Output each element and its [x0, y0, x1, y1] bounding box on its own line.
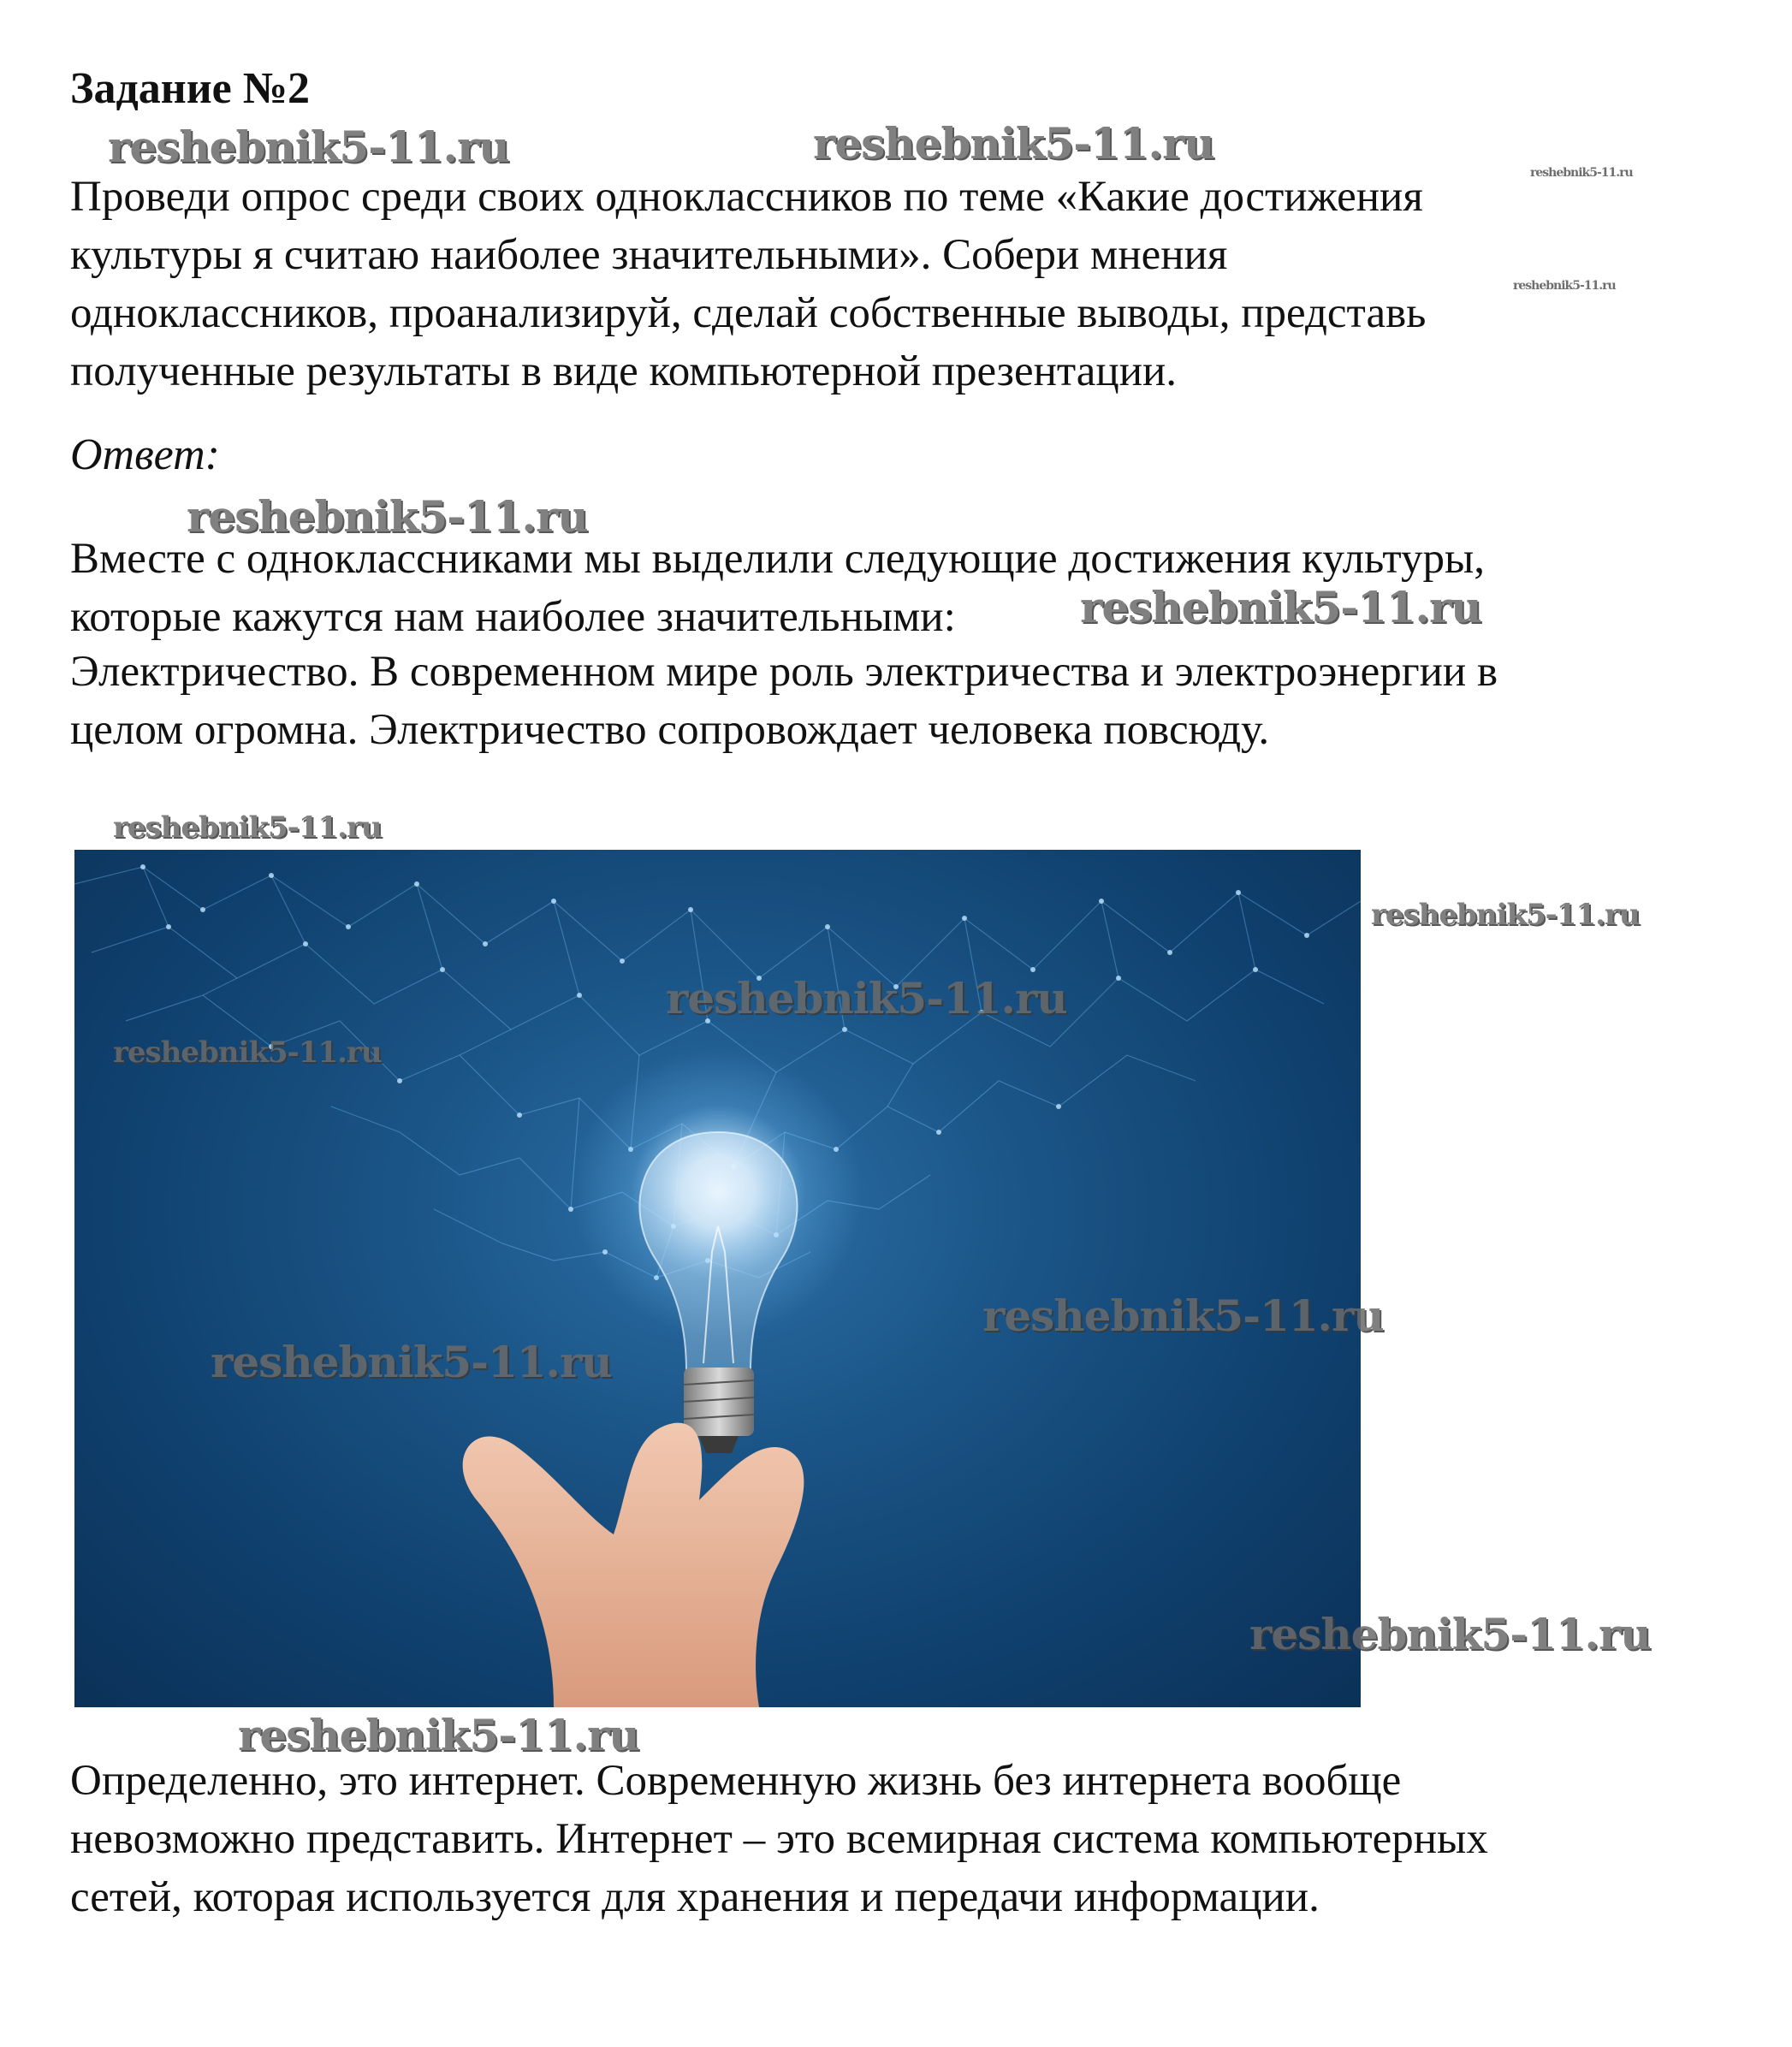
watermark: reshebnik5-11.ru [666, 973, 1067, 1024]
answer-label: Ответ: [70, 430, 220, 479]
watermark: reshebnik5-11.ru [113, 810, 382, 845]
watermark: reshebnik5-11.ru [813, 118, 1214, 169]
electricity-line: целом огромна. Электричество сопровождает человека повсюду. [70, 706, 1270, 754]
watermark: reshebnik5-11.ru [1371, 898, 1640, 932]
watermark: reshebnik5-11.ru [238, 1710, 639, 1760]
answer-intro [70, 530, 1747, 646]
internet-line: сетей, которая используется для хранения и передачи информации. [70, 1873, 1320, 1921]
task-heading: Задание №2 [70, 64, 311, 113]
task-line: Проведи опрос среди своих одноклассников по теме «Какие достижения [70, 173, 1423, 221]
electricity-line: Электричество. В современном мире роль электричества и электроэнергии в [70, 648, 1498, 696]
task-line: культуры я считаю наиболее значительными». Собери мнения [70, 231, 1228, 279]
watermark: reshebnik5-11.ru [982, 1290, 1384, 1341]
intro-line: Вместе с одноклассниками мы выделили следующие достижения культуры, [70, 535, 1485, 583]
intro-line: которые кажутся нам наиболее значительными: [70, 593, 956, 641]
internet-line: невозможно представить. Интернет – это всемирная система компьютерных [70, 1815, 1488, 1863]
watermark: reshebnik5-11.ru [1513, 279, 1616, 293]
electricity-paragraph [70, 643, 1747, 759]
watermark: reshebnik5-11.ru [187, 491, 588, 542]
task-line: одноклассников, проанализируй, сделай собственные выводы, представь [70, 289, 1427, 337]
task-line: полученные результаты в виде компьютерной презентации. [70, 347, 1178, 395]
internet-paragraph [70, 1752, 1747, 1926]
bulb-glass [639, 1132, 797, 1372]
task-text [70, 168, 1747, 400]
watermark: reshebnik5-11.ru [1530, 166, 1633, 180]
watermark: reshebnik5-11.ru [1080, 582, 1481, 632]
hand [463, 1423, 804, 1707]
watermark: reshebnik5-11.ru [1249, 1609, 1651, 1659]
watermark: reshebnik5-11.ru [108, 122, 509, 172]
watermark: reshebnik5-11.ru [211, 1337, 612, 1387]
watermark: reshebnik5-11.ru [113, 1035, 382, 1070]
bulb-tip [699, 1436, 739, 1453]
internet-line: Определенно, это интернет. Современную жизнь без интернета вообще [70, 1757, 1402, 1805]
